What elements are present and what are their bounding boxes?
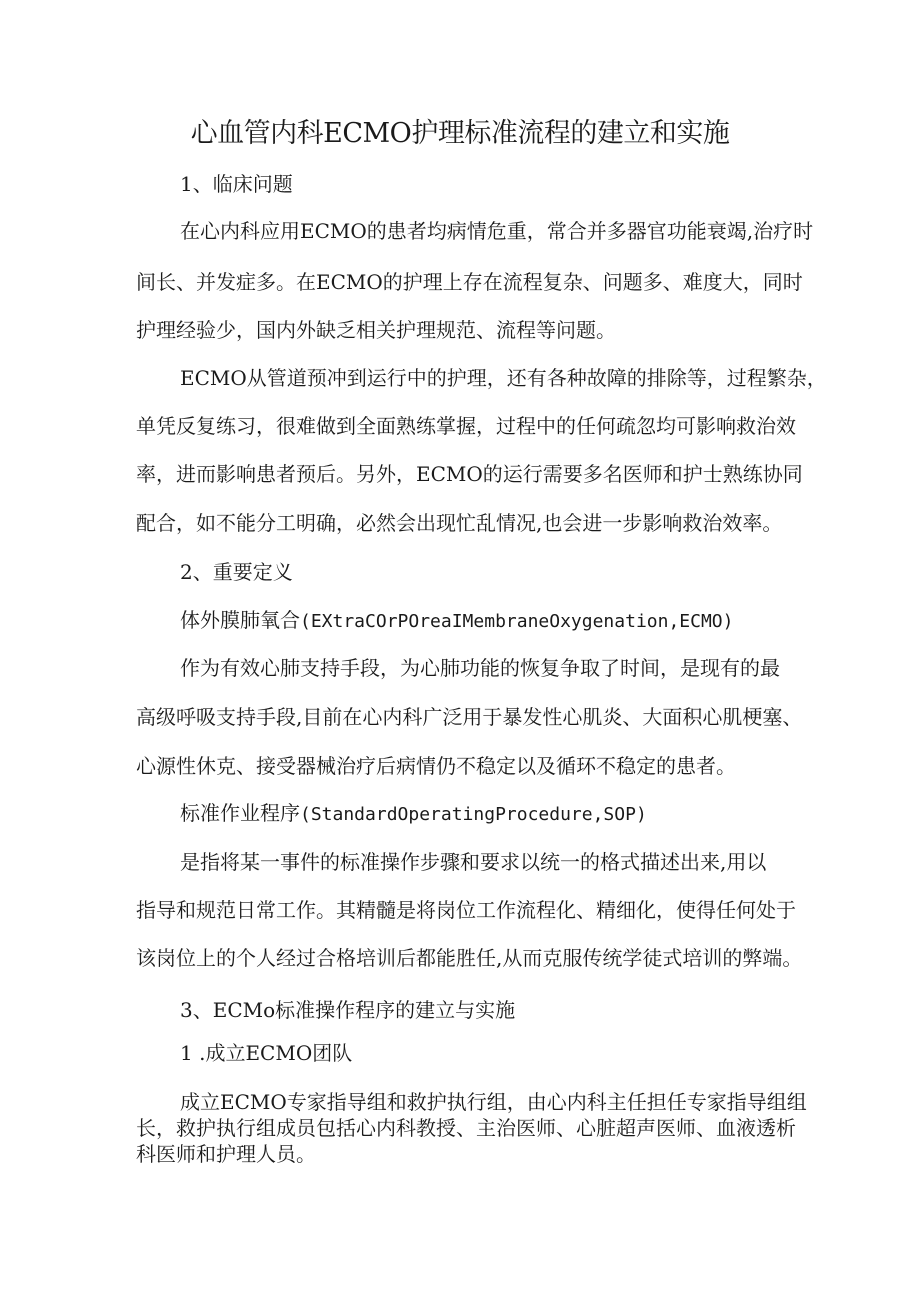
definition-sop-english: (StandardOperatingProcedure,SOP): [300, 804, 647, 825]
definition-ecmo-english: (EXtraCOrPOreaIMembraneOxygenation,ECMO): [300, 611, 734, 632]
paragraph-4-line-2: 指导和规范日常工作。其精髓是将岗位工作流程化、精细化，使得任何处于: [136, 898, 796, 922]
definition-sop-term: 标准作业程序: [180, 801, 300, 825]
paragraph-2-line-1: ECMO从管道预冲到运行中的护理，还有各种故障的排除等，过程繁杂，: [180, 366, 827, 390]
paragraph-5-line-3: 科医师和护理人员。: [136, 1142, 316, 1166]
subsection-heading-3-1: 1 .成立ECMO团队: [180, 1041, 353, 1065]
section-heading-1: 1、临床问题: [180, 172, 293, 196]
paragraph-5-line-2: 长，救护执行组成员包括心内科教授、主治医师、心脏超声医师、血液透析: [136, 1116, 796, 1140]
paragraph-4-line-3: 该岗位上的个人经过合格培训后都能胜任,从而克服传统学徒式培训的弊端。: [136, 946, 803, 970]
paragraph-5-line-1: 成立ECMO专家指导组和救护执行组，由心内科主任担任专家指导组组: [180, 1090, 807, 1114]
paragraph-1-line-1: 在心内科应用ECMO的患者均病情危重，常合并多器官功能衰竭,治疗时: [180, 219, 814, 243]
definition-ecmo: [180, 605, 733, 637]
definition-sop: [180, 798, 647, 830]
paragraph-1-line-3: 护理经验少，国内外缺乏相关护理规范、流程等问题。: [136, 318, 616, 342]
paragraph-4-line-1: 是指将某一事件的标准操作步骤和要求以统一的格式描述出来,用以: [180, 850, 767, 874]
paragraph-3-line-2: 高级呼吸支持手段,目前在心内科广泛用于暴发性心肌炎、大面积心肌梗塞、: [136, 705, 803, 729]
paragraph-2-line-2: 单凭反复练习，很难做到全面熟练掌握，过程中的任何疏忽均可影响救治效: [136, 414, 796, 438]
paragraph-3-line-1: 作为有效心肺支持手段，为心肺功能的恢复争取了时间，是现有的最: [180, 656, 780, 680]
section-heading-3: 3、ECMo标准操作程序的建立与实施: [180, 998, 516, 1022]
section-heading-2: 2、重要定义: [180, 560, 293, 584]
paragraph-1-line-2: 间长、并发症多。在ECMO的护理上存在流程复杂、问题多、难度大，同时: [136, 270, 803, 294]
definition-ecmo-term: 体外膜肺氧合: [180, 608, 300, 632]
paragraph-2-line-4: 配合，如不能分工明确，必然会出现忙乱情况,也会进一步影响救治效率。: [136, 511, 783, 535]
paragraph-3-line-3: 心源性休克、接受器械治疗后病情仍不稳定以及循环不稳定的患者。: [136, 754, 736, 778]
document-title: 心血管内科ECMO护理标准流程的建立和实施: [190, 118, 730, 149]
paragraph-2-line-3: 率，进而影响患者预后。另外，ECMO的运行需要多名医师和护士熟练协同: [136, 462, 803, 486]
